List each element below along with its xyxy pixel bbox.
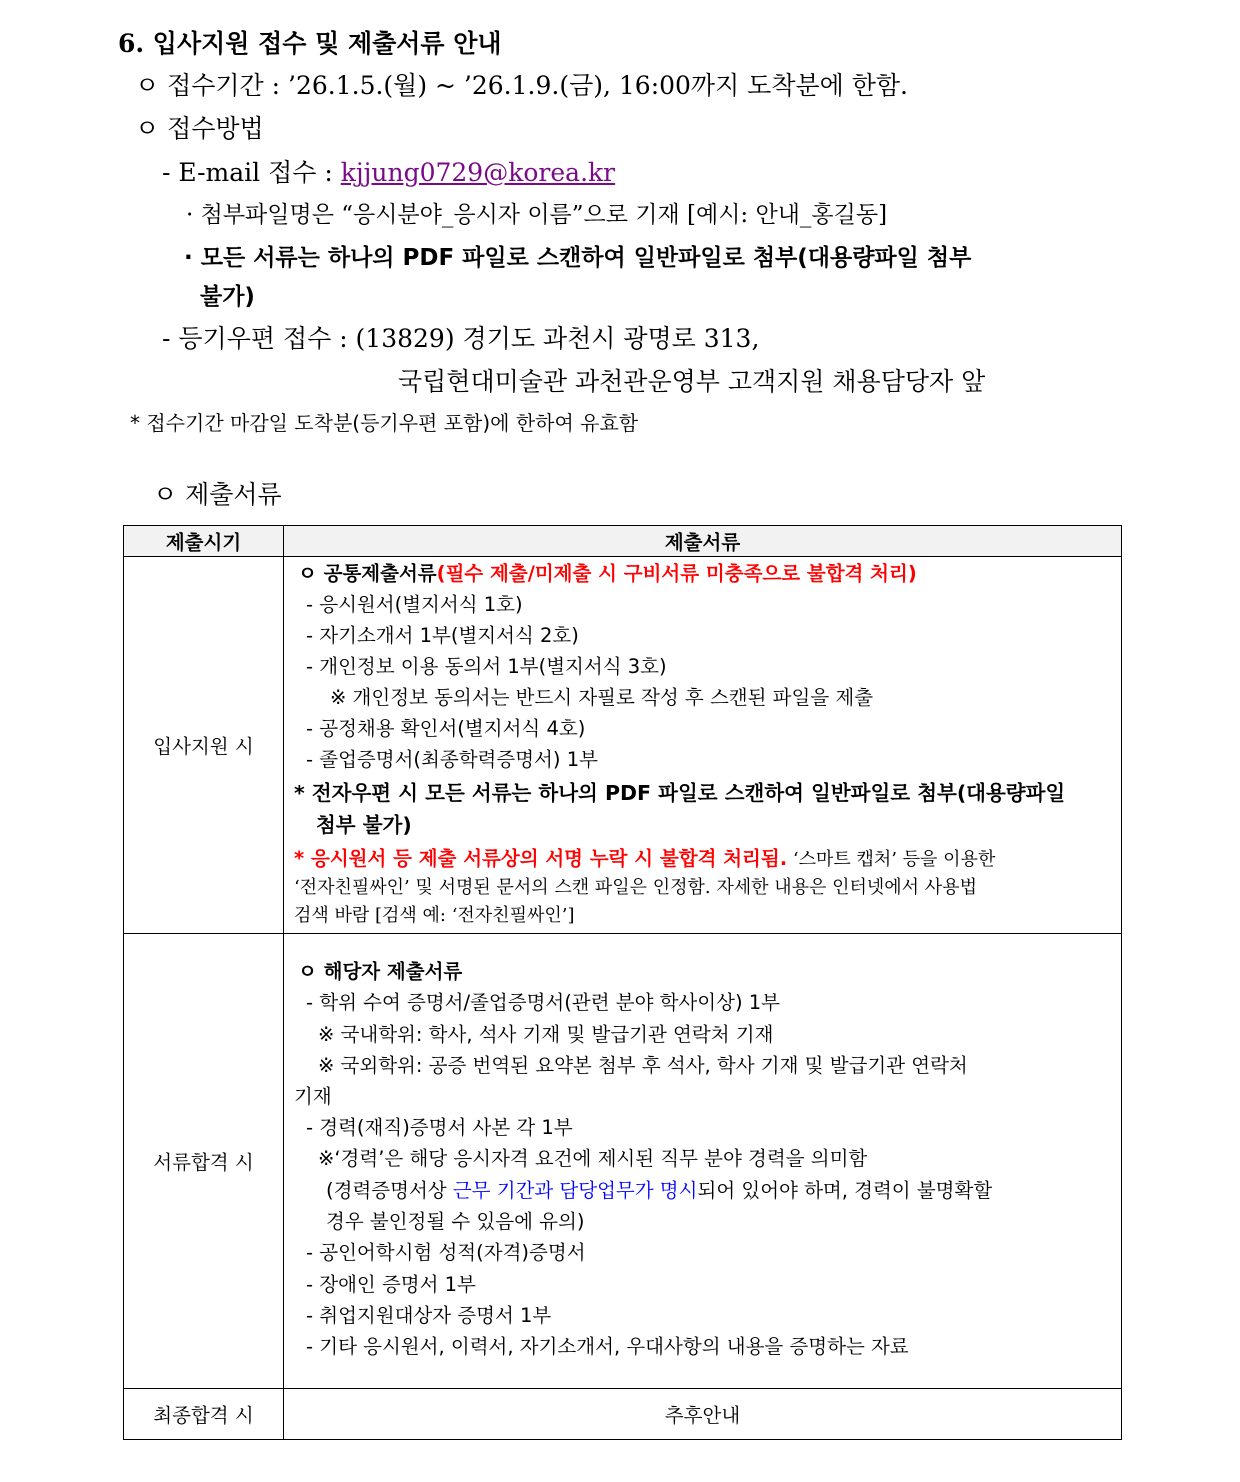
table-header-row xyxy=(124,526,1122,557)
row-when-pass: 서류합격 시 xyxy=(124,934,284,1389)
pass-docs-title: ㅇ 해당자 제출서류 xyxy=(298,960,463,983)
post-recipient: 국립현대미술관 과천관운영부 고객지원 채용담당자 앞 xyxy=(398,367,986,396)
email-note-pdf-cont: 불가) xyxy=(200,284,255,310)
docs-heading: ㅇ 제출서류 xyxy=(153,480,282,509)
row-when-final: 최종합격 시 xyxy=(124,1389,284,1440)
pdf-note: * 전자우편 시 모든 서류는 하나의 PDF 파일로 스캔하여 일반파일로 첨부(대용량파일 xyxy=(294,781,1066,805)
common-docs-warning: (필수 제출/미제출 시 구비서류 미충족으로 불합격 처리) xyxy=(436,562,917,585)
documents-table xyxy=(123,525,1122,1440)
sign-warning: * 응시원서 등 제출 서류상의 서명 누락 시 불합격 처리됨. xyxy=(294,847,788,870)
list-item: - 경력(재직)증명서 사본 각 1부 xyxy=(306,1116,573,1139)
table-row xyxy=(124,557,1122,934)
list-item-note: ※ 국내학위: 학사, 석사 기재 및 발급기관 연락처 기재 xyxy=(318,1023,774,1046)
email-note-filename: · 첨부파일명은 “응시분야_응시자 이름”으로 기재 [예시: 안내_홍길동] xyxy=(186,202,888,228)
row-docs-apply xyxy=(284,557,1122,934)
career-highlight: 근무 기간과 담당업무가 명시 xyxy=(452,1179,698,1202)
list-item-note: ※ 국외학위: 공증 번역된 요약본 첨부 후 석사, 학사 기재 및 발급기관 연락처 xyxy=(318,1054,968,1077)
list-item: - 응시원서(별지서식 1호) xyxy=(306,593,523,616)
career-note-cont: 경우 불인정될 수 있음에 유의) xyxy=(326,1210,585,1233)
pdf-note-cont: 첨부 불가) xyxy=(316,813,412,837)
list-item: - 취업지원대상자 증명서 1부 xyxy=(306,1304,552,1327)
sign-note: * 응시원서 등 제출 서류상의 서명 누락 시 불합격 처리됨. ‘스마트 캡처’ 등을 이용한 xyxy=(294,847,996,870)
sign-note-line3: 검색 바람 [검색 예: ‘전자친필싸인’] xyxy=(294,905,575,926)
email-prefix: - E-mail 접수 : xyxy=(162,158,341,187)
table-row xyxy=(124,1389,1122,1440)
list-item-note: ※ 개인정보 동의서는 반드시 자필로 작성 후 스캔된 파일을 제출 xyxy=(330,686,874,709)
row-docs-final: 추후안내 xyxy=(284,1389,1122,1440)
sign-note-line2: ‘전자친필싸인’ 및 서명된 문서의 스캔 파일은 인정함. 자세한 내용은 인터넷에서 사용법 xyxy=(294,877,977,898)
career-note: (경력증명서상 근무 기간과 담당업무가 명시되어 있어야 하며, 경력이 불명확할 xyxy=(326,1179,993,1202)
list-item-note: ※‘경력’은 해당 응시자격 요건에 제시된 직무 분야 경력을 의미함 xyxy=(318,1147,868,1170)
list-item-note-cont: 기재 xyxy=(294,1085,332,1108)
email-line xyxy=(162,158,615,188)
email-note-pdf: · 모든 서류는 하나의 PDF 파일로 스캔하여 일반파일로 첨부(대용량파일 첨부 xyxy=(184,245,972,271)
section-title: 6. 입사지원 접수 및 제출서류 안내 xyxy=(118,29,502,58)
list-item: - 자기소개서 1부(별지서식 2호) xyxy=(306,624,579,647)
list-item: - 학위 수여 증명서/졸업증명서(관련 분야 학사이상) 1부 xyxy=(306,991,780,1014)
email-link[interactable]: kjjung0729@korea.kr xyxy=(340,158,616,187)
list-item: - 장애인 증명서 1부 xyxy=(306,1273,476,1296)
list-item: - 졸업증명서(최종학력증명서) 1부 xyxy=(306,748,598,771)
method-heading: ㅇ 접수방법 xyxy=(135,114,264,143)
header-when: 제출시기 xyxy=(124,526,284,557)
list-item: - 개인정보 이용 동의서 1부(별지서식 3호) xyxy=(306,655,667,678)
row-when-apply: 입사지원 시 xyxy=(124,557,284,934)
deadline-note: * 접수기간 마감일 도착분(등기우편 포함)에 한하여 유효함 xyxy=(130,411,639,435)
common-docs-title: ㅇ 공통제출서류(필수 제출/미제출 시 구비서류 미충족으로 불합격 처리) xyxy=(298,562,917,585)
post-line: - 등기우편 접수 : (13829) 경기도 과천시 광명로 313, xyxy=(162,324,760,353)
period-line: ㅇ 접수기간 : ’26.1.5.(월) ~ ’26.1.9.(금), 16:00까지 도착분에 한함. xyxy=(135,71,908,100)
list-item: - 공인어학시험 성적(자격)증명서 xyxy=(306,1241,586,1264)
list-item: - 기타 응시원서, 이력서, 자기소개서, 우대사항의 내용을 증명하는 자료 xyxy=(306,1335,909,1358)
table-row xyxy=(124,934,1122,1389)
row-docs-pass xyxy=(284,934,1122,1389)
list-item: - 공정채용 확인서(별지서식 4호) xyxy=(306,717,586,740)
header-docs: 제출서류 xyxy=(284,526,1122,557)
